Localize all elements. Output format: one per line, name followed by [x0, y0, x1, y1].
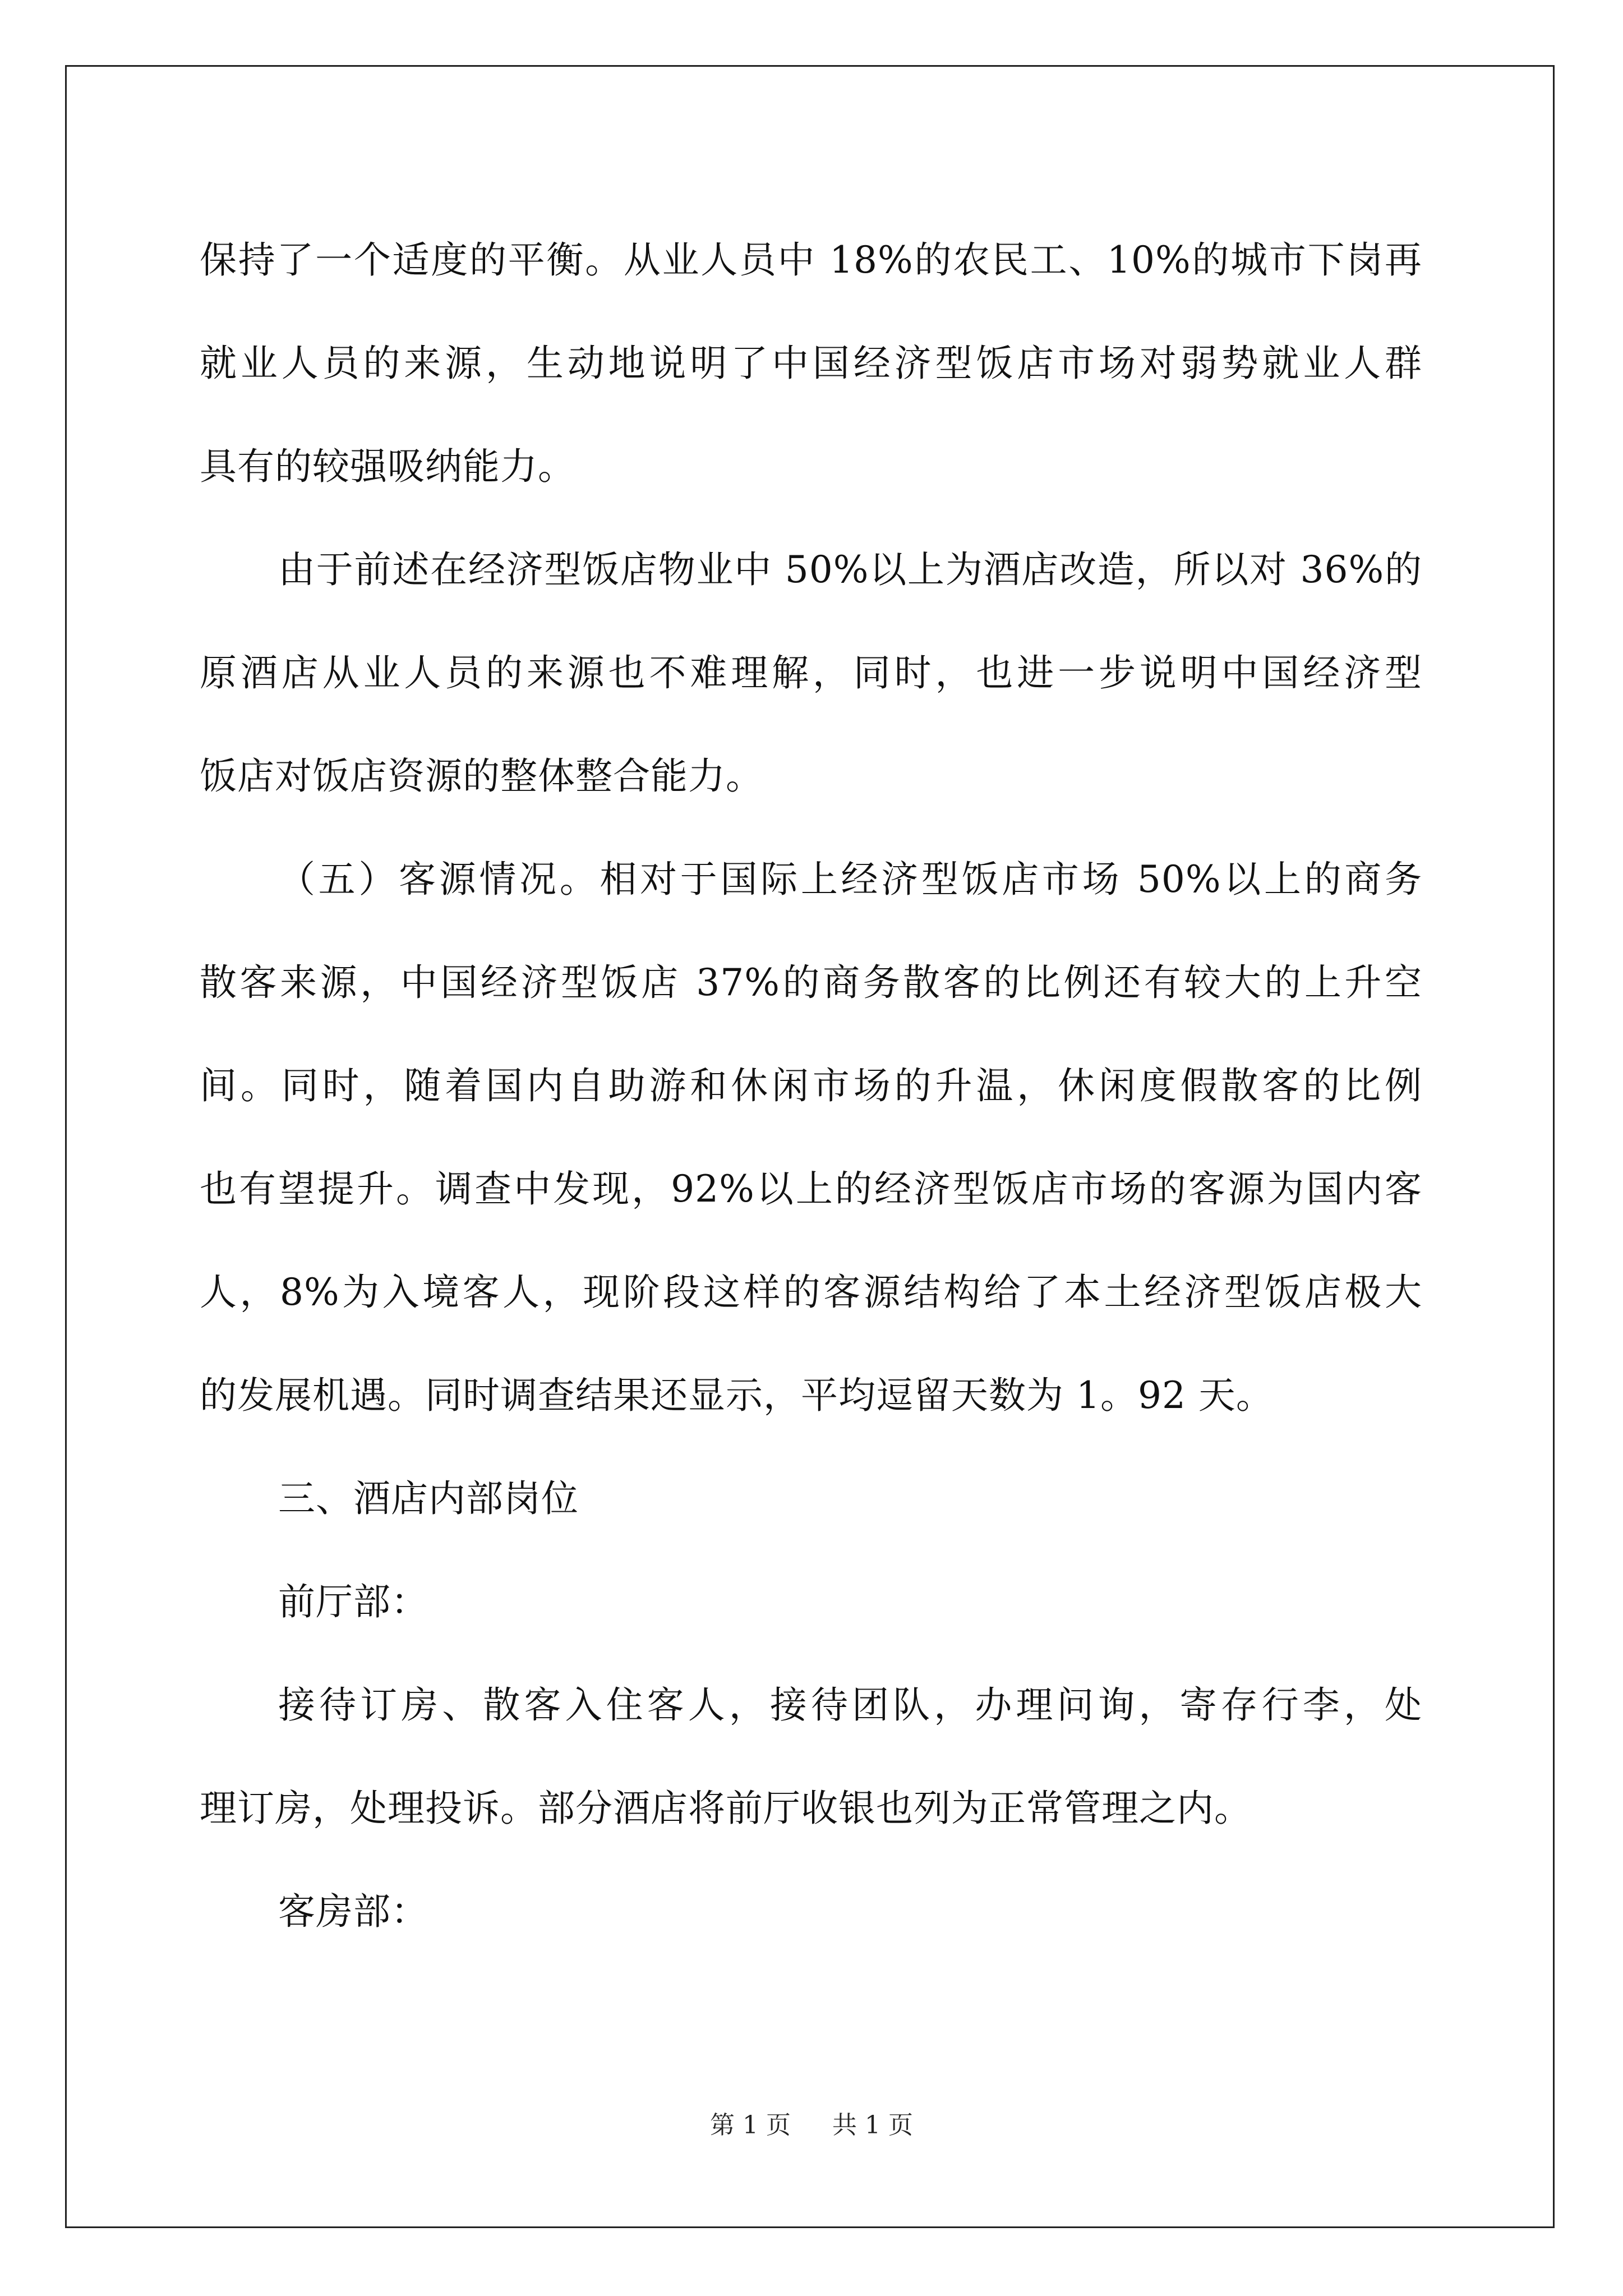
paragraph-line: 的发展机遇。同时调查结果还显示，平均逗留天数为 1。92 天。: [200, 1374, 1274, 1417]
paragraph-line: 间。同时，随着国内自助游和休闲市场的升温，休闲度假散客的比例: [200, 1064, 1422, 1107]
paragraph-line: 理订房，处理投诉。部分酒店将前厅收银也列为正常管理之内。: [200, 1787, 1252, 1830]
paragraph-line: 人，8%为入境客人，现阶段这样的客源结构给了本土经济型饭店极大: [200, 1271, 1422, 1314]
paragraph-line: 就业人员的来源，生动地说明了中国经济型饭店市场对弱势就业人群: [200, 342, 1422, 385]
paragraph-line: 接待订房、散客入住客人，接待团队，办理问询，寄存行李，处: [278, 1683, 1422, 1727]
page-number: 第 1 页: [710, 2111, 791, 2139]
subsection-heading: 客房部：: [278, 1890, 428, 1933]
paragraph-line: 由于前述在经济型饭店物业中 50%以上为酒店改造，所以对 36%的: [278, 548, 1422, 591]
total-pages: 共 1 页: [832, 2111, 913, 2139]
paragraph-line: 原酒店从业人员的来源也不难理解，同时，也进一步说明中国经济型: [200, 651, 1422, 694]
paragraph-line: 保持了一个适度的平衡。从业人员中 18%的农民工、10%的城市下岗再: [200, 238, 1422, 282]
document-body: [200, 209, 1422, 1963]
section-heading: 三、酒店内部岗位: [278, 1477, 579, 1520]
page-footer: [0, 2105, 1623, 2141]
paragraph-line: 饭店对饭店资源的整体整合能力。: [200, 754, 763, 798]
paragraph-line: （五）客源情况。相对于国际上经济型饭店市场 50%以上的商务: [278, 858, 1422, 901]
paragraph-line: 也有望提升。调查中发现，92%以上的经济型饭店市场的客源为国内客: [200, 1167, 1422, 1211]
subsection-heading: 前厅部：: [278, 1580, 428, 1623]
paragraph-line: 散客来源，中国经济型饭店 37%的商务散客的比例还有较大的上升空: [200, 961, 1422, 1004]
paragraph-line: 具有的较强吸纳能力。: [200, 445, 575, 488]
